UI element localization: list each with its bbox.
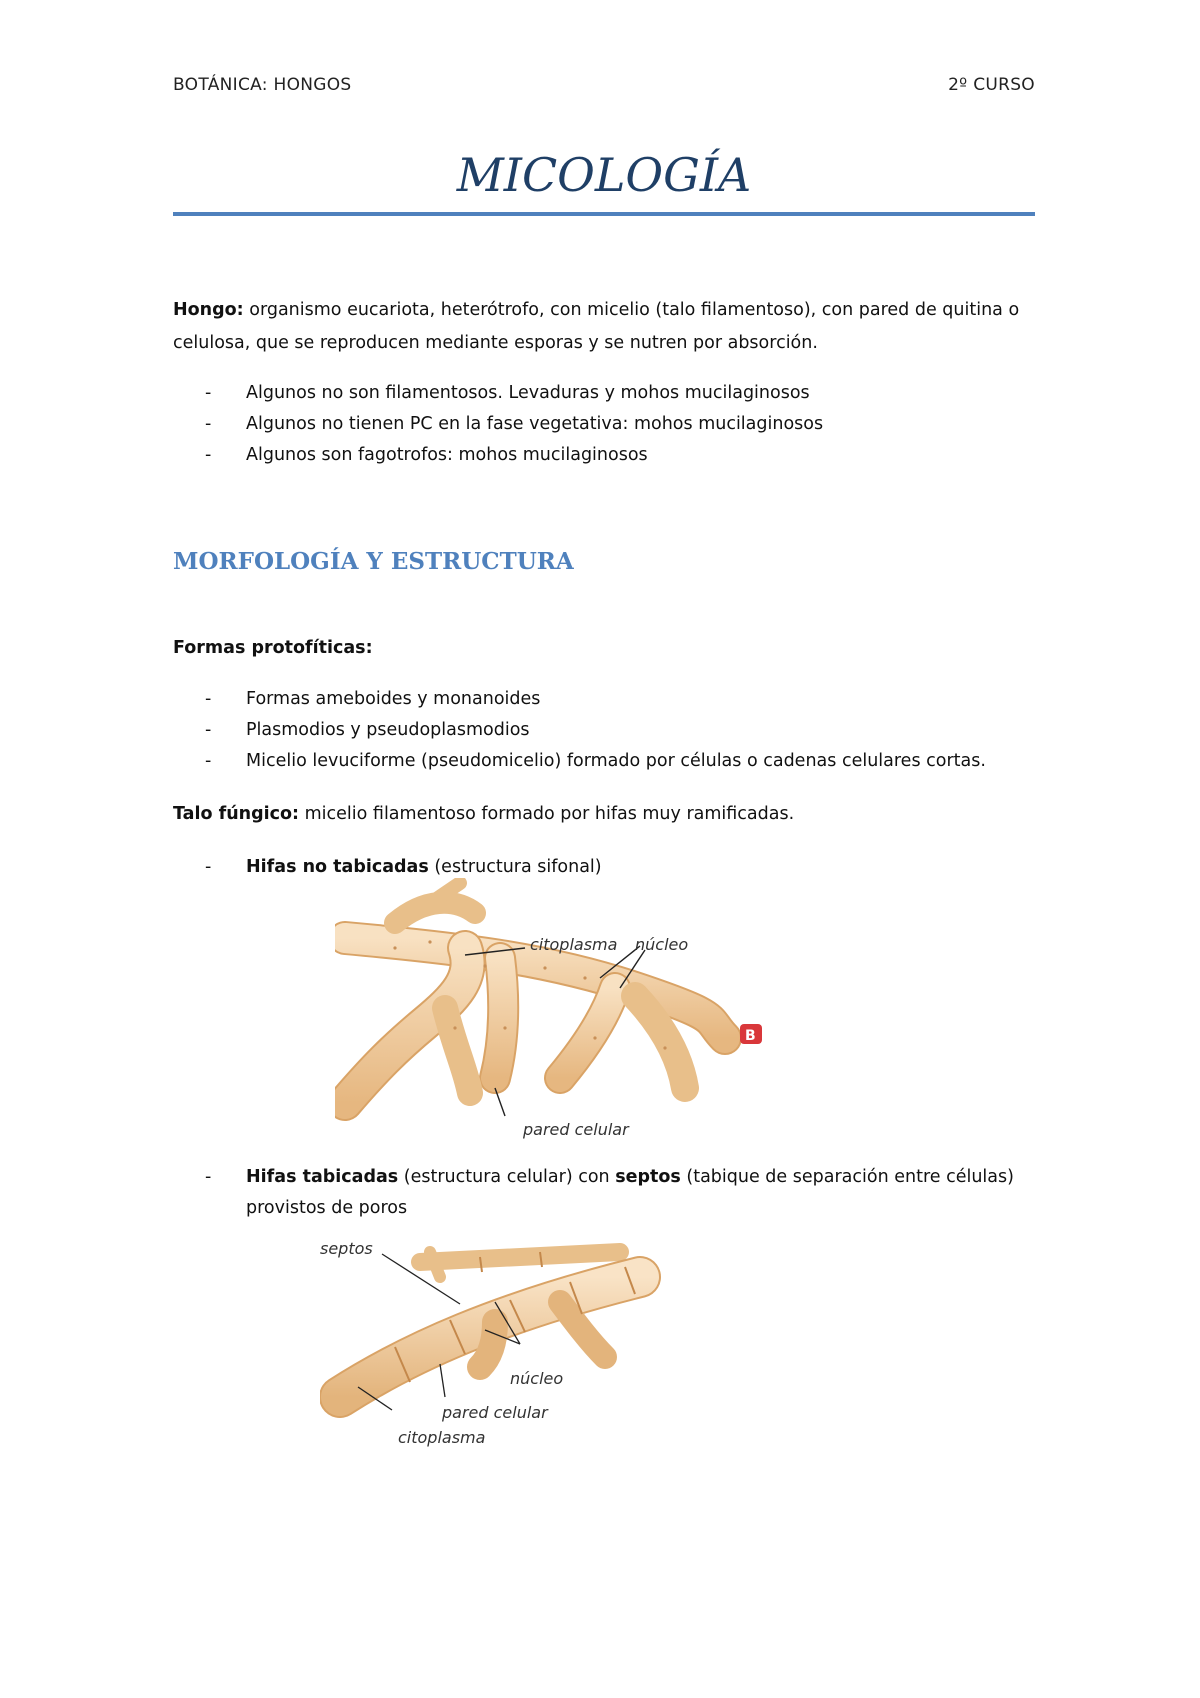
list-item: - Algunos son fagotrofos: mohos mucilaginosos [205,445,648,465]
list-item: - Algunos no son filamentosos. Levaduras y mohos mucilaginosos [205,383,810,403]
header-course: 2º CURSO [948,75,1035,95]
intro-list [173,378,1043,471]
list-item: - Micelio levuciforme (pseudomicelio) formado por células o cadenas celulares cortas. [205,751,986,771]
label-citoplasma: citoplasma [398,1428,486,1447]
page-title: MICOLOGÍA [456,148,752,202]
definition-paragraph [173,294,1043,360]
protofiticas-heading: Formas protofíticas: [173,638,373,658]
label-nucleo: núcleo [635,935,689,954]
list-item: - Formas ameboides y monanoides [205,689,541,709]
label-nucleo: núcleo [510,1369,564,1388]
septate-hyphae-illustration [320,1232,670,1457]
badge-b-text: B [745,1028,756,1044]
definition-term: Hongo: [173,300,244,320]
figure-non-septate-hyphae [335,878,775,1150]
figure-septate-hyphae [320,1232,670,1457]
list-item: - Algunos no tienen PC en la fase vegetativa: mohos mucilaginosos [205,414,824,434]
non-septate-hyphae-illustration [335,878,775,1150]
definition-text: organismo eucariota, heterótrofo, con micelio (talo filamentoso), con pared de quitina o celulosa, que se reproducen mediante esporas y se nutren por absorción. [173,300,1020,353]
label-pared-celular: pared celular [523,1120,629,1139]
label-pared-celular: pared celular [442,1403,548,1422]
title-underline [173,212,1035,216]
label-septos: septos [320,1239,373,1258]
list-item: - Hifas tabicadas (estructura celular) con septos (tabique de separación entre células) provistos de poros [205,1167,1014,1218]
hifas-tabicadas-item [173,1162,1043,1224]
header-subject: BOTÁNICA: HONGOS [173,75,352,95]
page-header [173,75,1035,95]
list-item: - Plasmodios y pseudoplasmodios [205,720,530,740]
list-item: - Hifas no tabicadas (estructura sifonal) [205,857,602,877]
talo-paragraph: Talo fúngico: micelio filamentoso formado por hifas muy ramificadas. [173,804,795,824]
section-heading: MORFOLOGÍA Y ESTRUCTURA [173,548,574,575]
label-citoplasma: citoplasma [530,935,618,954]
protofiticas-list [173,684,1043,777]
